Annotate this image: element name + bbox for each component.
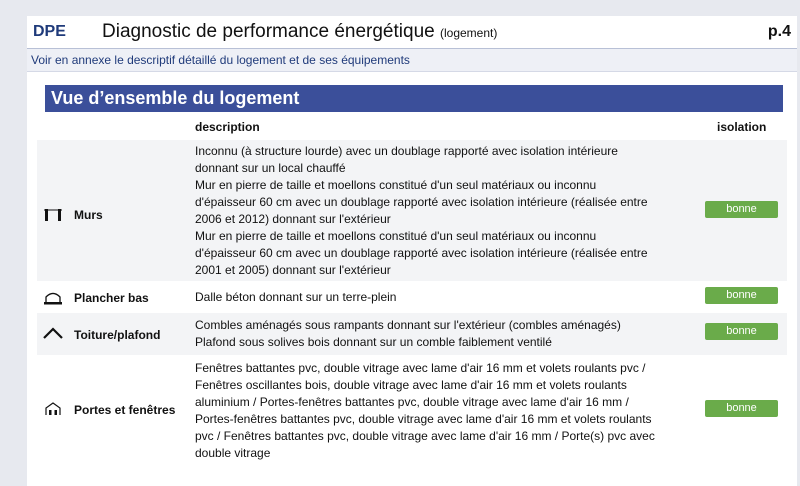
row-label-portes-fenetres: Portes et fenêtres	[74, 403, 176, 417]
page-title: Diagnostic de performance énergétique (logement)	[102, 21, 498, 42]
roof-icon	[43, 326, 63, 347]
isolation-badge-toiture-plafond: bonne	[705, 323, 778, 340]
isolation-badge-portes-fenetres: bonne	[705, 400, 778, 417]
isolation-badge-murs: bonne	[705, 201, 778, 218]
row-description-plancher-bas: Dalle béton donnant sur un terre-plein	[195, 290, 397, 304]
floor-icon	[43, 289, 63, 310]
row-description-toiture-plafond: Combles aménagés sous rampants donnant sur l'extérieur (combles aménagés) Plafond sous solives bois donnant sur un comble faiblement ventilé	[195, 318, 621, 349]
section-heading: Vue d’ensemble du logement	[45, 85, 783, 112]
dpe-tag: DPE	[33, 23, 66, 40]
annex-note: Voir en annexe le descriptif détaillé du logement et de ses équipements	[27, 49, 797, 72]
table-row-portes-fenetres	[37, 357, 787, 465]
table-row-plancher-bas	[37, 283, 787, 311]
window-icon	[43, 401, 63, 422]
wall-icon	[43, 206, 63, 227]
page-number: p.4	[767, 23, 791, 40]
column-header-description: description	[195, 120, 260, 134]
page-header	[27, 16, 797, 49]
page-title-suffix: (logement)	[440, 26, 498, 40]
row-description-murs: Inconnu (à structure lourde) avec un doublage rapporté avec isolation intérieure donnant sur un local chauffé Mur en pierre de taille et moellons constitué d'un seul matériaux ou inconnu d'épaisseur 60 cm avec un doublage rapporté avec isolation intérieure (réalisée entre 2006 et 2012) donnant sur l'extérieur Mur en pierre de taille et moellons constitué d'un seul matériaux ou inconnu d'épaisseur 60 cm avec un doublage rapporté avec isolation intérieure (réalisée entre 2001 et 2005) donnant sur l'extérieur	[195, 144, 648, 277]
row-label-murs: Murs	[74, 208, 103, 222]
row-label-toiture-plafond: Toiture/plafond	[74, 328, 161, 342]
row-description-portes-fenetres: Fenêtres battantes pvc, double vitrage avec lame d'air 16 mm et volets roulants pvc / Fenêtres oscillantes bois, double vitrage avec lame d'air 16 mm et volets roulants aluminium / Portes-fenêtres battantes pvc, double vitrage avec lame d'air 16 mm / Portes-fenêtres battantes pvc, double vitrage avec lame d'air 16 mm et volets roulants pvc / Fenêtres battantes pvc, double vitrage avec lame d'air 16 mm / Porte(s) pvc avec double vitrage	[195, 361, 655, 460]
isolation-badge-plancher-bas: bonne	[705, 287, 778, 304]
table-row-murs	[37, 140, 787, 281]
table-row-toiture-plafond	[37, 313, 787, 355]
column-header-isolation: isolation	[717, 120, 767, 134]
dpe-page	[27, 16, 797, 486]
row-label-plancher-bas: Plancher bas	[74, 291, 149, 305]
